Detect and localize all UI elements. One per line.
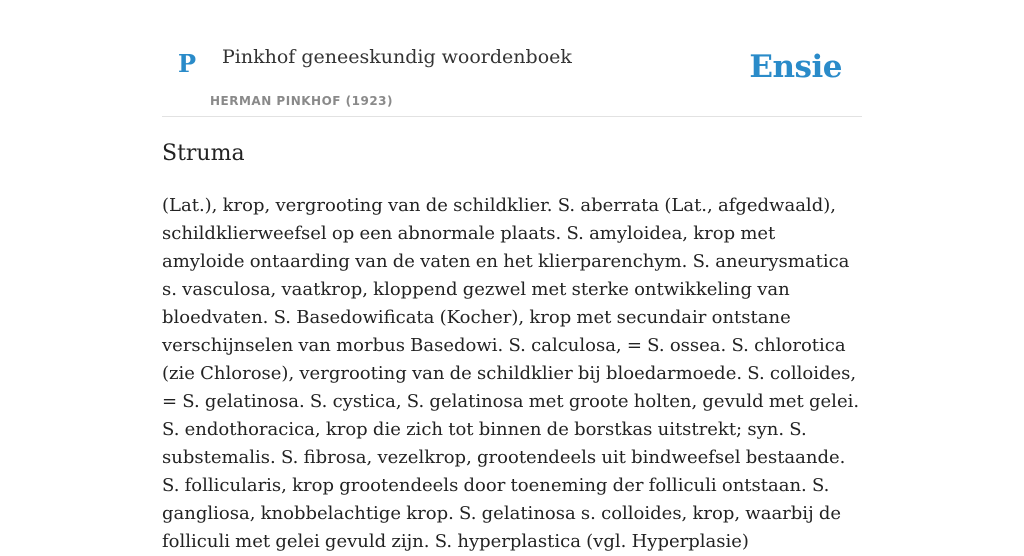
entry-title: Struma	[162, 141, 245, 166]
header	[162, 0, 862, 117]
book-author: HERMAN PINKHOF (1923)	[210, 94, 394, 108]
ensie-logo[interactable]: Ensie	[749, 49, 842, 85]
book-logo[interactable]: P	[178, 49, 197, 78]
entry-body: (Lat.), krop, vergrooting van de schildklier. S. aberrata (Lat., afgedwaald), schildklierweefsel op een abnormale plaats. S. amyloidea, krop met amyloide ontaarding van de vaten en het klierparenchym. S. aneurysmatica s. vasculosa, vaatkrop, kloppend gezwel met sterke ontwikkeling van bloedvaten. S. Basedowificata (Kocher), krop met secundair ontstane verschijnselen van morbus Basedowi. S. calculosa, = S. ossea. S. chlorotica (zie Chlorose), vergrooting van de schildklier bij bloedarmoede. S. colloides, = S. gelatinosa. S. cystica, S. gelatinosa met groote holten, gevuld met gelei. S. endothoracica, krop die zich tot binnen de borstkas uitstrekt; syn. S. substemalis. S. fibrosa, vezelkrop, grootendeels uit bindweefsel bestaande. S. follicularis, krop grootendeels door toeneming der folliculi ontstaan. S. gangliosa, knobbelachtige krop. S. gelatinosa s. colloides, krop, waarbij de folliculi met gelei gevuld zijn. S. hyperplastica (vgl. Hyperplasie)	[162, 195, 860, 552]
book-title[interactable]: Pinkhof geneeskundig woordenboek	[222, 46, 572, 68]
